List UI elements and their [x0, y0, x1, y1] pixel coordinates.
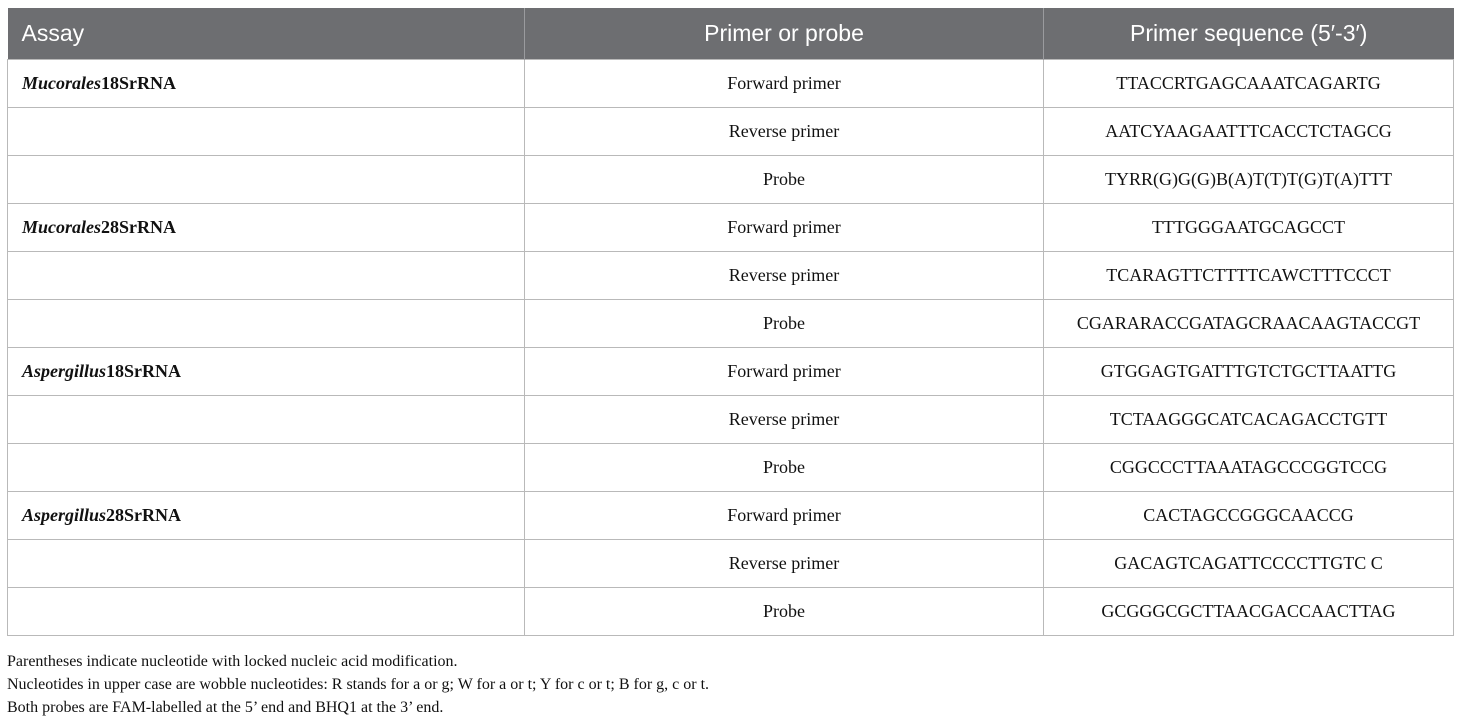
footnote-lna: Parentheses indicate nucleotide with locked nucleic acid modification.: [7, 653, 458, 670]
assay-cell: [8, 588, 525, 636]
primer-sequence-cell: GTGGAGTGATTTGTCTGCTTAATTG: [1044, 348, 1454, 396]
table-header-row: [8, 8, 1454, 60]
primer-sequence-cell: TTACCRTGAGCAAATCAGARTG: [1044, 60, 1454, 108]
table-row: [8, 60, 1454, 108]
table-row: [8, 252, 1454, 300]
primer-sequence-cell: CACTAGCCGGGCAACCG: [1044, 492, 1454, 540]
primer-sequence-cell: GACAGTCAGATTCCCCTTGTC C: [1044, 540, 1454, 588]
table-row: [8, 396, 1454, 444]
assay-genus: Aspergillus: [22, 505, 107, 525]
primer-type-cell: Probe: [525, 156, 1044, 204]
assay-cell: [8, 156, 525, 204]
assay-cell: [8, 204, 525, 252]
header-primer-or-probe: Primer or probe: [525, 8, 1044, 60]
header-primer-sequence: Primer sequence (5′-3′): [1044, 8, 1454, 60]
assay-cell: [8, 540, 525, 588]
table-row: [8, 444, 1454, 492]
primer-sequence-cell: TCARAGTTCTTTTCAWCTTTCCCT: [1044, 252, 1454, 300]
primer-sequence-cell: AATCYAAGAATTTCACCTCTAGCG: [1044, 108, 1454, 156]
primer-type-cell: Forward primer: [525, 60, 1044, 108]
assay-cell: [8, 492, 525, 540]
primer-table: [7, 8, 1454, 636]
primer-sequence-cell: TYRR(G)G(G)B(A)T(T)T(G)T(A)TTT: [1044, 156, 1454, 204]
primer-type-cell: Forward primer: [525, 204, 1044, 252]
assay-genus: Mucorales: [22, 73, 102, 93]
assay-cell: [8, 444, 525, 492]
assay-genus: Mucorales: [22, 217, 102, 237]
primer-type-cell: Reverse primer: [525, 396, 1044, 444]
assay-target: 18SrRNA: [106, 361, 182, 381]
primer-type-cell: Probe: [525, 588, 1044, 636]
primer-type-cell: Reverse primer: [525, 108, 1044, 156]
table-row: [8, 300, 1454, 348]
primer-type-cell: Probe: [525, 444, 1044, 492]
primer-type-cell: Probe: [525, 300, 1044, 348]
assay-cell: [8, 60, 525, 108]
primer-type-cell: Forward primer: [525, 492, 1044, 540]
assay-target: 28SrRNA: [101, 217, 177, 237]
primer-table-container: [7, 8, 1453, 636]
table-footnotes: [7, 650, 709, 719]
primer-type-cell: Forward primer: [525, 348, 1044, 396]
assay-genus: Aspergillus: [22, 361, 107, 381]
footnote-wobble: Nucleotides in upper case are wobble nucleotides: R stands for a or g; W for a or t; Y for c or t; B for g, c or t.: [7, 676, 710, 693]
footnote-probe-labels: Both probes are FAM-labelled at the 5’ end and BHQ1 at the 3’ end.: [7, 699, 444, 716]
table-row: [8, 588, 1454, 636]
primer-sequence-cell: CGGCCCTTAAATAGCCCGGTCCG: [1044, 444, 1454, 492]
table-row: [8, 156, 1454, 204]
assay-target: 18SrRNA: [101, 73, 177, 93]
primer-sequence-cell: CGARARACCGATAGCRAACAAGTACCGT: [1044, 300, 1454, 348]
primer-type-cell: Reverse primer: [525, 252, 1044, 300]
table-body: [8, 60, 1454, 636]
assay-cell: [8, 300, 525, 348]
table-row: [8, 108, 1454, 156]
table-row: [8, 492, 1454, 540]
assay-target: 28SrRNA: [106, 505, 182, 525]
primer-sequence-cell: GCGGGCGCTTAACGACCAACTTAG: [1044, 588, 1454, 636]
header-assay: Assay: [8, 8, 525, 60]
assay-cell: [8, 396, 525, 444]
table-row: [8, 540, 1454, 588]
primer-type-cell: Reverse primer: [525, 540, 1044, 588]
table-row: [8, 204, 1454, 252]
assay-cell: [8, 348, 525, 396]
assay-cell: [8, 252, 525, 300]
table-row: [8, 348, 1454, 396]
primer-sequence-cell: TTTGGGAATGCAGCCT: [1044, 204, 1454, 252]
assay-cell: [8, 108, 525, 156]
primer-sequence-cell: TCTAAGGGCATCACAGACCTGTT: [1044, 396, 1454, 444]
